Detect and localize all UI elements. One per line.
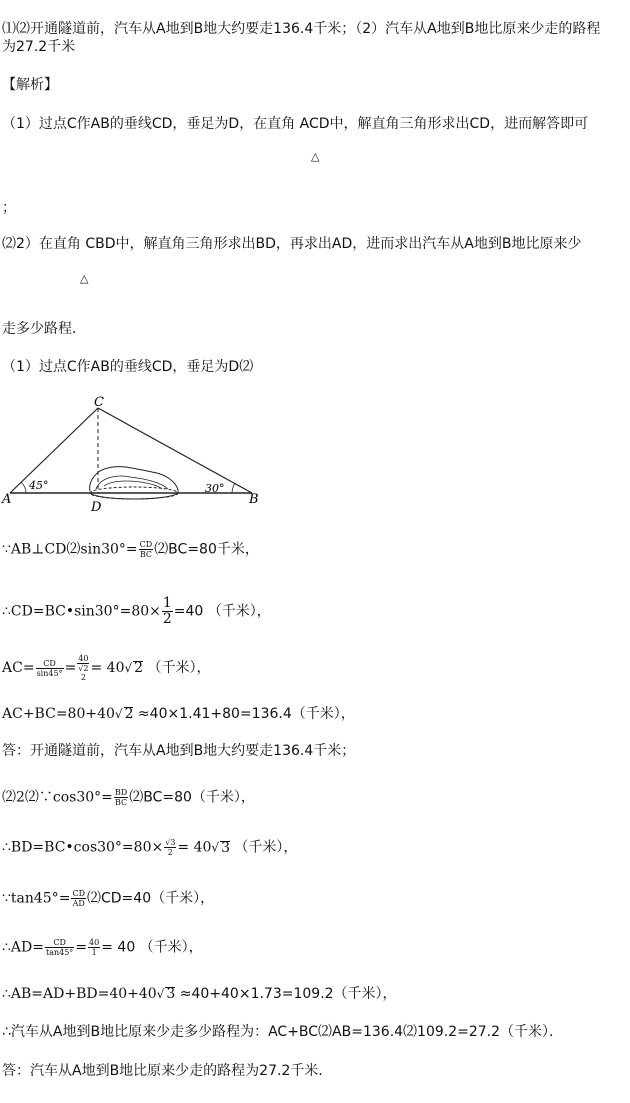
vertex-c-label: C xyxy=(94,395,104,410)
step-line-1: ∵AB⊥CD⑵sin30°= $\frac{CD}{BC}$ ⑵BC=80千米， xyxy=(2,540,259,559)
analysis-paragraph-3: 走多少路程． xyxy=(2,321,86,337)
step-line-8: ∵tan45°= $\frac{CD}{AD}$ ⑵CD=40（千米）， xyxy=(2,889,215,908)
step-line-3: AC= $\frac{CD}{\sin 45^\circ}$ = 40 √2 2 = 40√ 2 （千米）， xyxy=(2,654,211,682)
step-line-10: ∴AB=AD+BD=40+40√ 3 ≈40+40×1.73=109.2（千米）， xyxy=(2,986,397,1002)
triangle-symbol-2: △ xyxy=(80,272,89,285)
triangle-figure xyxy=(0,390,270,515)
vertex-d-label: D xyxy=(91,500,102,515)
angle-a-label: 45° xyxy=(29,479,49,492)
vertex-b-label: B xyxy=(249,492,259,507)
step-1-intro: （1）过点C作AB的垂线CD，垂足为D⑵ xyxy=(2,359,254,375)
analysis-paragraph-1: （1）过点C作AB的垂线CD，垂足为D，在直角 ACD中，解直角三角形求出CD，进而解答即可 xyxy=(2,116,589,132)
analysis-semicolon: ； xyxy=(2,200,16,216)
final-answer: 答：汽车从A地到B地比原来少走的路程为27.2千米． xyxy=(2,1063,333,1079)
step-line-11: ∴汽车从A地到B地比原来少走多少路程为：AC+BC⑵AB=136.4⑵109.2=27.2（千米）． xyxy=(2,1024,564,1040)
answer-summary-line-2: 为27.2千米 xyxy=(2,39,76,55)
step-line-7: ∴BD=BC•cos30°=80× $\frac{√3}{2}$ = 40√ 3 （千米）， xyxy=(2,838,298,857)
step-line-4: AC+BC=80+40√ 2 ≈40×1.41+80=136.4（千米）， xyxy=(2,706,355,722)
analysis-heading: 【解析】 xyxy=(2,77,58,93)
vertex-a-label: A xyxy=(2,492,12,507)
analysis-paragraph-2: ⑵2）在直角 CBD中，解直角三角形求出BD，再求出AD，进而求出汽车从A地到B地比原来少 xyxy=(2,236,582,252)
step-line-6: ⑵2⑵∵cos30°= $\frac{BD}{BC}$ ⑵BC=80（千米）， xyxy=(2,788,255,807)
step-line-5: 答：开通隧道前，汽车从A地到B地大约要走136.4千米； xyxy=(2,743,356,759)
answer-summary-line-1: ⑴⑵开通隧道前，汽车从A地到B地大约要走136.4千米；（2）汽车从A地到B地比原来少走的路程 xyxy=(2,21,601,37)
step-line-2: ∴CD=BC•sin30°=80× $\frac{1}{2}$ =40 （千米）， xyxy=(2,595,271,627)
angle-b-label: 30° xyxy=(205,482,225,495)
step-line-9: ∴AD= $\frac{CD}{\tan 45^\circ}$ = $\frac{40}{1}$ = 40 （千米）， xyxy=(2,938,203,957)
triangle-symbol-1: △ xyxy=(311,150,320,163)
